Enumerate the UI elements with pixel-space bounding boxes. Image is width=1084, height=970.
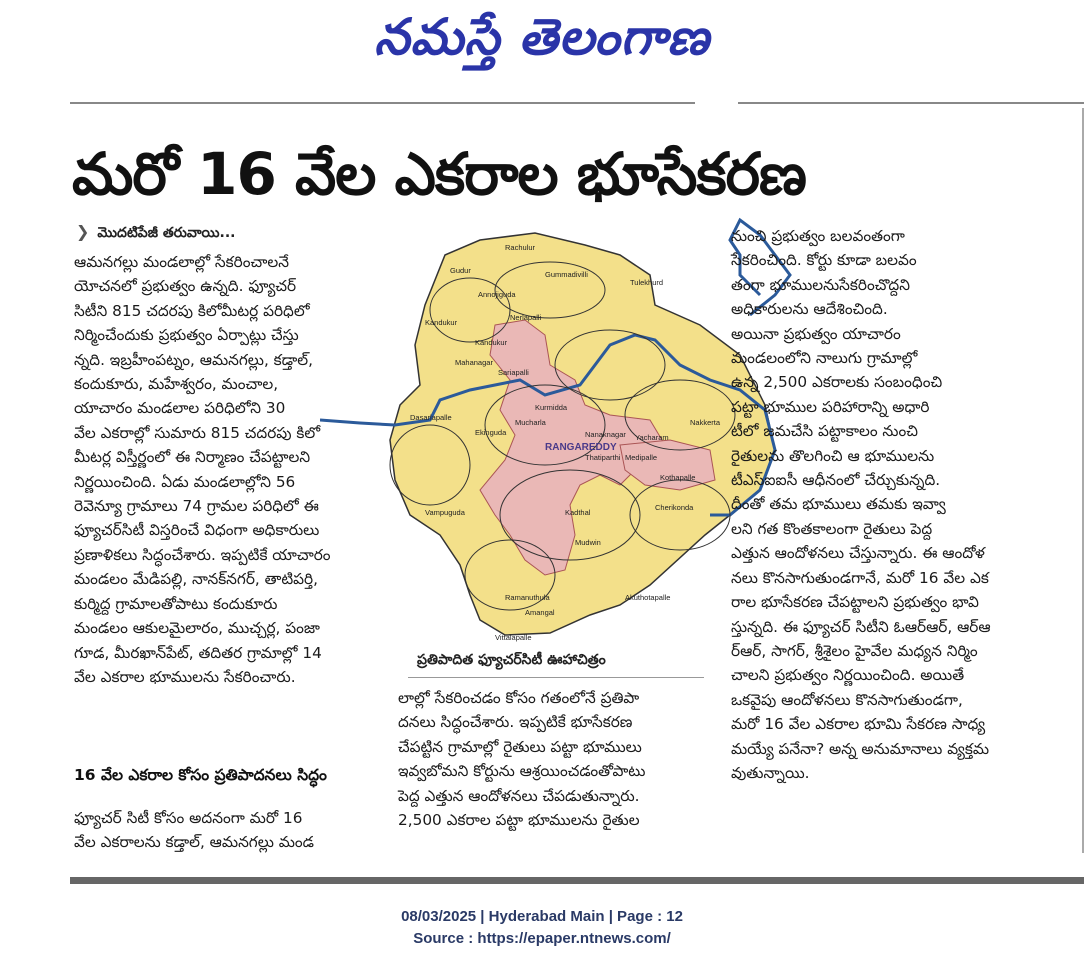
article-line: టీఎస్ఐఐసీ ఆధీనంలో చేర్చుకున్నది. xyxy=(731,471,941,490)
future-city-map xyxy=(320,215,800,655)
article-line: రైతులను తొలగించి ఆ భూములను xyxy=(731,446,935,465)
article-column-3 xyxy=(731,224,1057,785)
article-line: స్తున్నది. ఈ ఫ్యూచర్ సిటీని ఓఆర్ఆర్, ఆర్‌ఆ xyxy=(731,617,991,636)
article-line: వేల ఎకరాల భూములను సేకరించారు. xyxy=(74,667,296,686)
map-place-label: Gudur xyxy=(450,266,471,275)
article-line: నిర్ణయించింది. ఏడు మండలాల్లోని 56 xyxy=(74,472,296,491)
article-line: వేల ఎకరాల్లో సుమారు 815 చదరపు కిలో xyxy=(74,423,321,442)
article-line: టీలో జమచేసి పట్టాకాలం నుంచి xyxy=(731,422,918,441)
map-place-label: Kurmidda xyxy=(535,403,568,412)
masthead xyxy=(0,0,1084,90)
article-line: రాల భూసేకరణ చేపట్టాలని ప్రభుత్వం భావి xyxy=(731,593,979,612)
article-line: పట్టా భూముల పరిహారాన్ని అధారి xyxy=(731,397,930,416)
map-place-label: Vampuguda xyxy=(425,508,465,517)
caption-rule xyxy=(408,677,704,678)
footer-date-edition: 08/03/2025 | Hyderabad Main | Page : 12 xyxy=(401,908,683,925)
article-line: సేకరించింది. కోర్టు కూడా బలవం xyxy=(731,251,917,270)
article-line: రెవెన్యూ గ్రామాలు 74 గ్రామల పరిధిలో ఈ xyxy=(74,497,319,516)
map-place-label: Kandukur xyxy=(425,318,458,327)
map-place-label: Rachulur xyxy=(505,243,536,252)
map-place-label: Akuthotapalle xyxy=(625,593,671,602)
article-line: చేపట్టిన గ్రామాల్లో రైతులు పట్టా భూములు xyxy=(398,737,642,756)
article-line: ఎత్తున ఆందోళనలు చేస్తున్నారు. ఈ ఆందోళ xyxy=(731,544,985,563)
footer xyxy=(0,906,1084,950)
article-line: ఆమనగల్లు మండలాల్లో సేకరించాలనే xyxy=(74,253,289,271)
article-line: ఉన్న 2,500 ఎకరాలకు సంబంధించి xyxy=(731,373,943,392)
map-place-label: Nerlapalli xyxy=(510,313,542,322)
article-line: ర్ఆర్, సాగర్, శ్రీశైలం హైవేల మధ్యన నిర్మిం xyxy=(731,641,978,660)
map-caption: ప్రతిపాదిత ఫ్యూచర్‌సిటీ ఊహాచిత్రం xyxy=(417,652,606,668)
map-place-label: Ekinguda xyxy=(475,428,507,437)
article-line: వేల ఎకరాలను కడ్తాల్, ఆమనగల్లు మండ xyxy=(74,833,314,852)
article-line: తంగా భూములనుసేకరించొద్దని xyxy=(731,275,910,294)
map-place-label: Vittalapalle xyxy=(495,633,532,642)
article-column-1-continued xyxy=(74,806,370,855)
article-line: నిర్మించేందుకు ప్రభుత్వం ఏర్పాట్లు చేస్తు xyxy=(74,326,299,345)
article-line: పెద్ద ఎత్తున ఆందోళనలు చేపడుతున్నారు. xyxy=(398,786,640,805)
map-place-label: Gummadivilli xyxy=(545,270,588,279)
article-line: గూడ, మీరఖాన్‌పేట్, తదితర గ్రామాల్లో 14 xyxy=(74,643,322,662)
map-place-label: Kandukur xyxy=(475,338,508,347)
map-place-label: Nanaknagar xyxy=(585,430,626,439)
map-place-label: Thatiparthi xyxy=(585,453,621,462)
map-place-label: Cherikonda xyxy=(655,503,694,512)
article-column-2 xyxy=(398,686,698,832)
map-place-label: Mucharla xyxy=(515,418,546,427)
article-line: కుర్మిద్ద గ్రామాలతోపాటు కందుకూరు xyxy=(74,594,278,613)
map-place-label: Annojiguda xyxy=(478,290,516,299)
masthead-rule-right xyxy=(738,102,1084,104)
newspaper-logo: నమస్తే తెలంగాణ xyxy=(374,8,710,66)
article-line: మండలం మేడిపల్లి, నానక్‌నగర్, తాటిపర్తి, xyxy=(74,570,318,589)
article-line: సిటీని 815 చదరపు కిలోమీటర్ల పరిధిలో xyxy=(74,301,310,320)
headline: మరో 16 వేల ఎకరాల భూసేకరణ xyxy=(72,140,806,208)
article-line: అయినా ప్రభుత్వం యాచారం xyxy=(731,324,901,343)
map-place-label: Yacharam xyxy=(635,433,669,442)
article-line: ఫ్యూచర్ సిటీ కోసం అదనంగా మరో 16 xyxy=(74,809,303,827)
map-place-label: Kothapalle xyxy=(660,473,696,482)
article-line: చాలని ప్రభుత్వం నిర్ణయించింది. అయితే xyxy=(731,666,965,685)
article-line: 2,500 ఎకరాల పట్టా భూములను రైతుల xyxy=(398,811,640,830)
article-line: దీంతో తమ భూములు తమకు ఇవ్వా xyxy=(731,495,946,514)
map-place-label: Ramanuthula xyxy=(505,593,550,602)
article-line: న్నది. ఇబ్రహీంపట్నం, ఆమనగల్లు, కడ్తాల్, xyxy=(74,350,313,369)
article-line: నలు కొనసాగుతుండగానే, మరో 16 వేల ఎక xyxy=(731,568,989,587)
masthead-rule-left xyxy=(70,102,695,104)
map-place-label: Sariapalli xyxy=(498,368,529,377)
kicker-text: మొదటిపేజీ తరువాయి... xyxy=(97,225,236,241)
footer-source[interactable]: Source : https://epaper.ntnews.com/ xyxy=(413,930,671,947)
article-line: మీటర్ల విస్తీర్ణంలో ఈ నిర్మాణం చేపట్టాలని xyxy=(74,448,311,467)
map-place-label: Nakkerta xyxy=(690,418,721,427)
article-line: ఒకవైపు ఆందోళనలు కొనసాగుతుండగా, xyxy=(731,690,963,709)
article-line: మండలంలోని నాలుగు గ్రామాల్లో xyxy=(731,349,918,368)
map-place-label: Dasarlapalle xyxy=(410,413,452,422)
article-line: మరో 16 వేల ఎకరాల భూమి సేకరణ సాధ్య xyxy=(731,715,986,734)
article-line: దనలు సిద్ధంచేశారు. ఇప్పటికే భూసేకరణ xyxy=(398,713,633,732)
article-line: లని గత కొంతకాలంగా రైతులు పెద్ద xyxy=(731,519,933,538)
map-place-label: Mahanagar xyxy=(455,358,493,367)
article-line: లాల్లో సేకరించడం కోసం గతంలోనే ప్రతిపా xyxy=(398,689,640,707)
article-line: మండలం ఆకులమైలారం, ముచ్చర్ల, పంజా xyxy=(74,619,320,638)
map-place-label: Medipalle xyxy=(625,453,658,462)
article-line: యాచారం మండలాల పరిధిలోని 30 xyxy=(74,399,286,418)
map-place-label: Tulekhurd xyxy=(630,278,664,287)
article-line: ఇవ్వబోమని కోర్టును ఆశ్రయించడంతోపాటు xyxy=(398,762,646,781)
article-line: ఫ్యూచర్‌సిటీ విస్తరించే విధంగా అధికారులు xyxy=(74,521,320,540)
map-place-label: Kadthal xyxy=(565,508,591,517)
map-place-label: Mudwin xyxy=(575,538,601,547)
kicker xyxy=(76,222,236,244)
map-district-label: RANGAREDDY xyxy=(545,442,617,453)
article-line: కందుకూరు, మహేశ్వరం, మంచాల, xyxy=(74,375,279,394)
chevron-right-icon: ❯ xyxy=(76,222,90,241)
article-line: వుతున్నాయి. xyxy=(731,763,810,782)
article-line: మయ్యే పనేనా? అన్న అనుమానాలు వ్యక్తమ xyxy=(731,739,990,758)
article-line: అధికారులను ఆదేశించింది. xyxy=(731,300,888,319)
article-line: ప్రణాళికలు సిద్ధంచేశారు. ఇప్పటికే యాచారం xyxy=(74,545,331,564)
article-line: యోచనలో ప్రభుత్వం ఉన్నది. ఫ్యూచర్ xyxy=(74,277,297,296)
article-line: నుంచి ప్రభుత్వం బలవంతంగా xyxy=(731,227,905,245)
subheading: 16 వేల ఎకరాల కోసం ప్రతిపాదనలు సిద్ధం xyxy=(74,766,327,784)
map-place-label: Amangal xyxy=(525,608,555,617)
bottom-rule xyxy=(70,877,1084,884)
